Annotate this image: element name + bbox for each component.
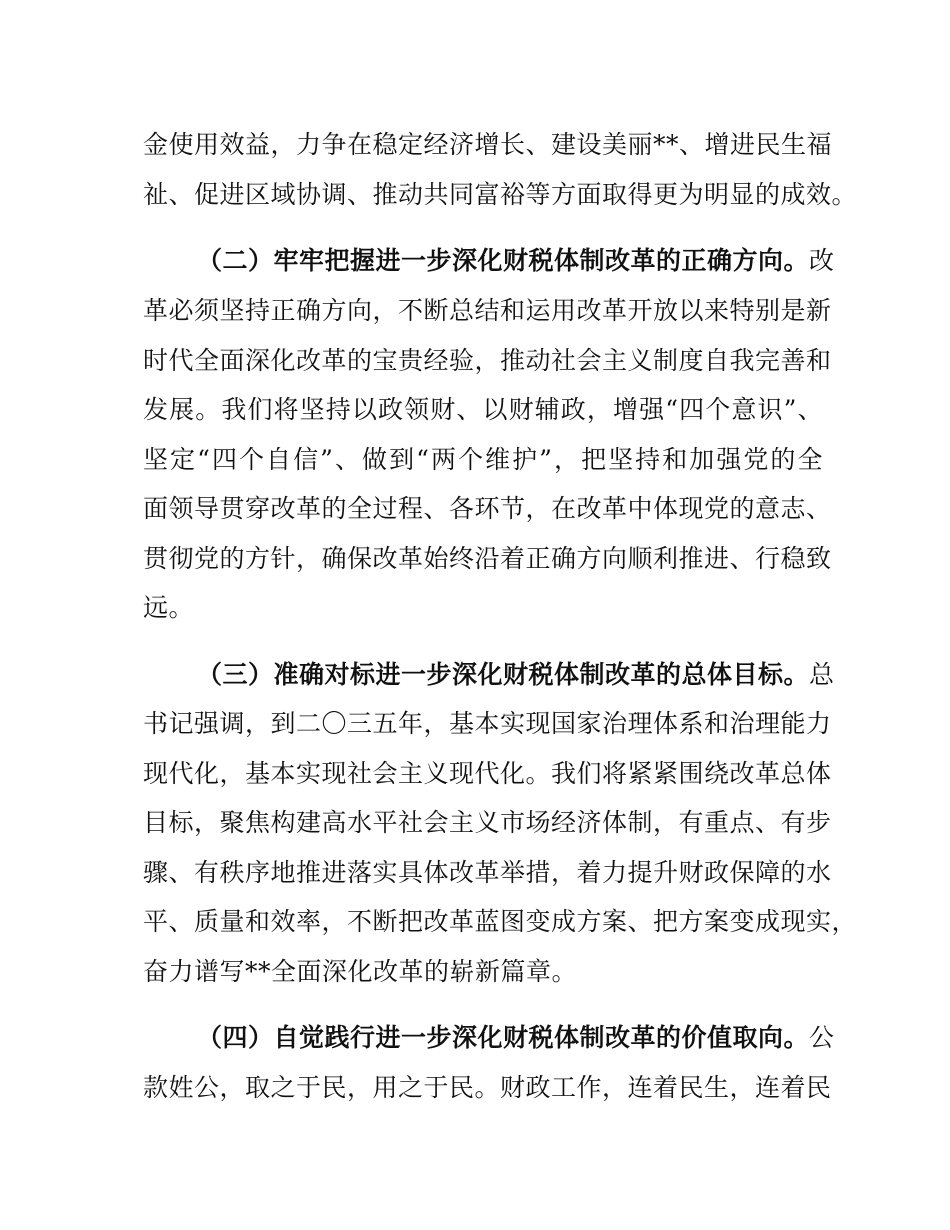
paragraph-4-line: 款姓公，取之于民，用之于民。财政工作，连着民生，连着民 [143,1073,832,1102]
paragraph-2-line: 面领导贯穿改革的全过程、各环节，在改革中体现党的意志、 [143,494,832,523]
paragraph-2-first-line [197,241,835,281]
paragraph-3-first-line [197,655,835,695]
paragraph-2-line: 远。 [143,593,195,622]
paragraph-3-line: 平、质量和效率，不断把改革蓝图变成方案、把方案变成现实， [143,907,858,936]
paragraph-3-line: 书记强调，到二〇三五年，基本实现国家治理体系和治理能力 [143,709,832,738]
paragraph-3-line: 目标，聚焦构建高水平社会主义市场经济体制，有重点、有步 [143,808,832,837]
paragraph-3-first-line-text: 总 [809,660,835,689]
paragraph-2-line: 坚定“四个自信”、做到“两个维护”，把坚持和加强党的全 [143,445,823,474]
paragraph-3-line: 骤、有秩序地推进落实具体改革举措，着力提升财政保障的水 [143,858,832,887]
paragraph-3-line: 奋力谱写**全面深化改革的崭新篇章。 [143,957,578,986]
paragraph-4-first-line-text: 公 [809,1023,835,1052]
paragraph-2-line: 发展。我们将坚持以政领财、以财辅政，增强“四个意识”、 [143,395,823,424]
paragraph-1-line-2: 祉、促进区域协调、推动共同富裕等方面取得更为明显的成效。 [143,180,858,209]
paragraph-2-first-line-text: 改 [809,246,835,275]
paragraph-3-line: 现代化，基本实现社会主义现代化。我们将紧紧围绕改革总体 [143,759,832,788]
paragraph-4-first-line [197,1018,835,1058]
section-3-heading: （三）准确对标进一步深化财税体制改革的总体目标。 [197,660,810,689]
paragraph-1-line-1: 金使用效益，力争在稳定经济增长、建设美丽**、增进民生福 [143,130,833,159]
paragraph-2-line: 贯彻党的方针，确保改革始终沿着正确方向顺利推进、行稳致 [143,544,832,573]
paragraph-2-line: 时代全面深化改革的宝贵经验，推动社会主义制度自我完善和 [143,346,832,375]
section-2-heading: （二）牢牢把握进一步深化财税体制改革的正确方向。 [197,246,810,275]
section-4-heading: （四）自觉践行进一步深化财税体制改革的价值取向。 [197,1023,810,1052]
paragraph-2-line: 革必须坚持正确方向，不断总结和运用改革开放以来特别是新 [143,296,832,325]
